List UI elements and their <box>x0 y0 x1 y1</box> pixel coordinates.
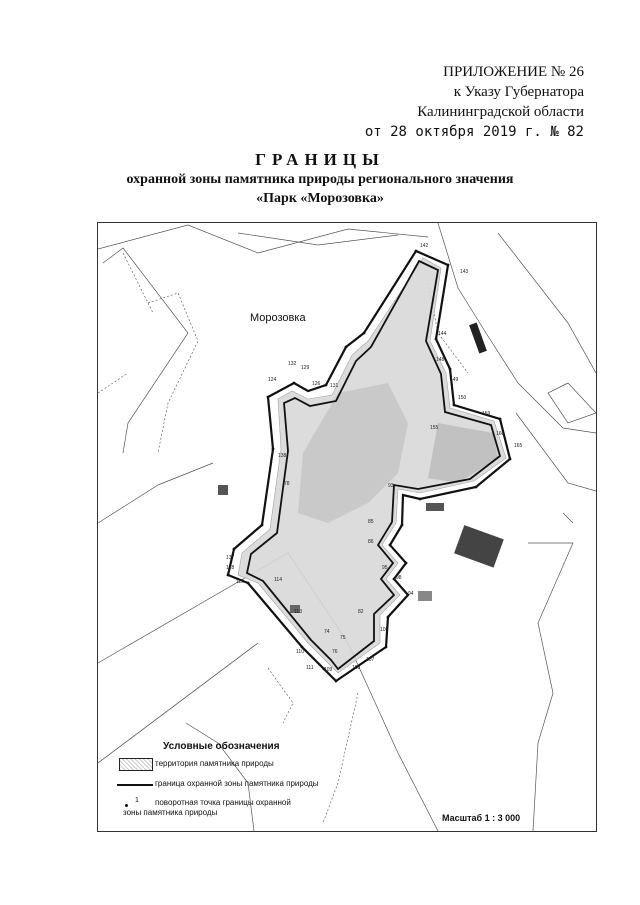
point-label: 76 <box>332 649 338 655</box>
point-label: 106 <box>380 627 389 633</box>
point-label: 95 <box>382 565 388 571</box>
point-label: 165 <box>514 443 523 449</box>
decree-header <box>365 62 584 142</box>
point-label: 143 <box>460 269 469 275</box>
point-label: 124 <box>268 377 277 383</box>
point-label: 75 <box>340 635 346 641</box>
point-label: 126 <box>312 381 321 387</box>
point-label: 131 <box>330 383 339 389</box>
territory-swatch <box>119 758 153 771</box>
point-label: 160 <box>496 431 505 437</box>
legend-boundary-text: граница охранной зоны памятника природы <box>155 779 319 788</box>
point-label: 142 <box>420 243 429 249</box>
point-label: 137 <box>226 555 235 561</box>
point-label: 114 <box>274 577 282 583</box>
point-swatch-number: 1 <box>135 797 139 804</box>
point-label: 109 <box>324 667 333 673</box>
point-label: 132 <box>288 361 297 367</box>
point-label: 144 <box>438 331 447 337</box>
map-legend <box>113 741 368 825</box>
document-title <box>0 150 640 208</box>
point-label: 107 <box>366 657 375 663</box>
point-label: 111 <box>306 665 314 671</box>
legend-point-text-2: зоны памятника природы <box>123 808 218 817</box>
boundary-swatch <box>117 784 153 786</box>
boundary-map <box>97 222 597 832</box>
point-swatch <box>125 804 128 807</box>
title-line-2: охранной зоны памятника природы регионального значения <box>126 172 514 187</box>
point-label: 110 <box>296 649 304 655</box>
point-label: 148 <box>436 357 445 363</box>
point-label: 138 <box>278 453 287 459</box>
point-label: 115 <box>236 579 244 585</box>
map-drawing <box>98 223 596 831</box>
point-label: 78 <box>284 481 290 487</box>
point-label: 94 <box>408 591 414 597</box>
legend-title: Условные обозначения <box>163 741 280 752</box>
legend-point-text-1: поворотная точка границы охранной <box>155 798 291 807</box>
point-label: 155 <box>430 425 439 431</box>
decree-reference: к Указу Губернатора <box>453 84 584 100</box>
appendix-number: ПРИЛОЖЕНИЕ № 26 <box>443 64 584 80</box>
point-label: 150 <box>458 395 467 401</box>
region-name: Калининградской области <box>417 104 584 120</box>
point-label: 98 <box>396 575 402 581</box>
point-label: 108 <box>352 665 361 671</box>
place-name-label: Морозовка <box>250 312 306 324</box>
point-label: 128 <box>226 565 235 571</box>
point-label: 149 <box>450 377 459 383</box>
point-label: 82 <box>358 609 364 615</box>
territory-east-lobe <box>428 423 498 483</box>
point-label: 74 <box>324 629 330 635</box>
point-label: 85 <box>368 519 374 525</box>
decree-date: от 28 октября 2019 г. № 82 <box>364 124 584 140</box>
point-label: 86 <box>368 539 374 545</box>
title-line-3: «Парк «Морозовка» <box>256 191 384 206</box>
map-scale: Масштаб 1 : 3 000 <box>442 813 521 823</box>
point-label: 113 <box>294 609 302 615</box>
point-label: 159 <box>482 411 491 417</box>
title-main: ГРАНИЦЫ <box>255 150 385 169</box>
legend-territory-text: территория памятника природы <box>155 759 274 768</box>
point-label: 129 <box>301 365 310 371</box>
point-label: 93 <box>388 483 394 489</box>
